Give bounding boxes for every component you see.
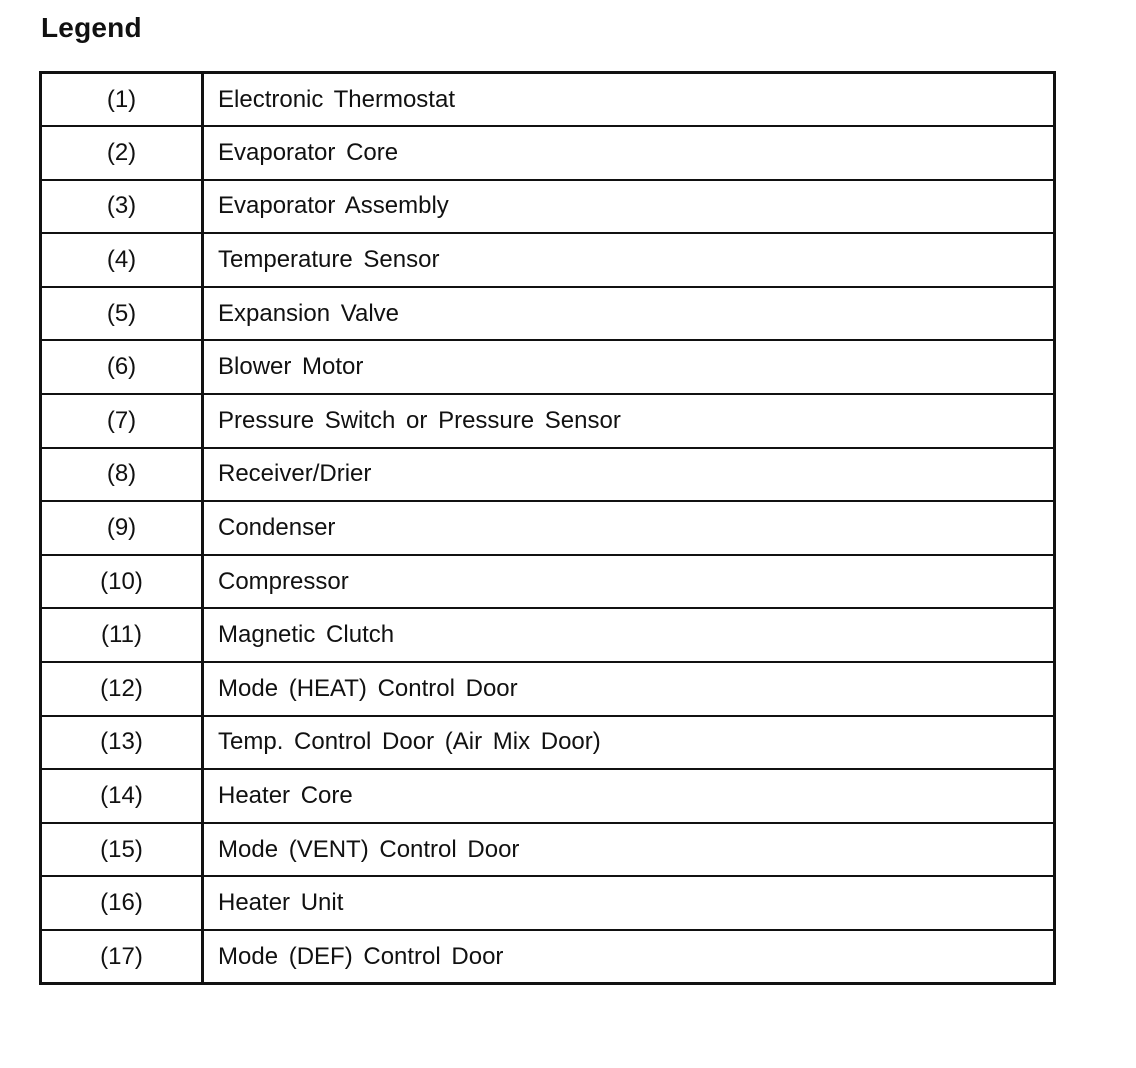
item-label: Heater Unit: [203, 876, 1055, 930]
item-number: (3): [41, 180, 203, 234]
item-number: (5): [41, 287, 203, 341]
item-label: Magnetic Clutch: [203, 608, 1055, 662]
item-label: Receiver/Drier: [203, 448, 1055, 502]
legend-row: [41, 233, 1055, 287]
item-number: (17): [41, 930, 203, 984]
item-number: (16): [41, 876, 203, 930]
legend-row: [41, 716, 1055, 770]
legend-row: [41, 73, 1055, 127]
item-label: Expansion Valve: [203, 287, 1055, 341]
item-number: (15): [41, 823, 203, 877]
item-number: (6): [41, 340, 203, 394]
item-label: Evaporator Core: [203, 126, 1055, 180]
item-label: Heater Core: [203, 769, 1055, 823]
item-number: (8): [41, 448, 203, 502]
legend-row: [41, 340, 1055, 394]
item-number: (14): [41, 769, 203, 823]
legend-table: [39, 71, 1056, 985]
legend-title: Legend: [41, 12, 142, 43]
item-number: (2): [41, 126, 203, 180]
item-number: (12): [41, 662, 203, 716]
legend-row: [41, 769, 1055, 823]
item-label: Mode (DEF) Control Door: [203, 930, 1055, 984]
item-label: Evaporator Assembly: [203, 180, 1055, 234]
legend-row: [41, 608, 1055, 662]
item-number: (4): [41, 233, 203, 287]
item-number: (11): [41, 608, 203, 662]
legend-row: [41, 930, 1055, 984]
legend-row: [41, 876, 1055, 930]
item-label: Electronic Thermostat: [203, 73, 1055, 127]
legend-row: [41, 555, 1055, 609]
item-label: Mode (VENT) Control Door: [203, 823, 1055, 877]
item-number: (9): [41, 501, 203, 555]
item-label: Compressor: [203, 555, 1055, 609]
item-label: Condenser: [203, 501, 1055, 555]
item-number: (1): [41, 73, 203, 127]
legend-row: [41, 662, 1055, 716]
legend-row: [41, 394, 1055, 448]
item-number: (7): [41, 394, 203, 448]
item-number: (10): [41, 555, 203, 609]
legend-row: [41, 126, 1055, 180]
legend-row: [41, 448, 1055, 502]
item-label: Mode (HEAT) Control Door: [203, 662, 1055, 716]
item-label: Pressure Switch or Pressure Sensor: [203, 394, 1055, 448]
item-label: Blower Motor: [203, 340, 1055, 394]
legend-row: [41, 180, 1055, 234]
item-number: (13): [41, 716, 203, 770]
item-label: Temp. Control Door (Air Mix Door): [203, 716, 1055, 770]
item-label: Temperature Sensor: [203, 233, 1055, 287]
legend-row: [41, 501, 1055, 555]
legend-row: [41, 823, 1055, 877]
legend-row: [41, 287, 1055, 341]
